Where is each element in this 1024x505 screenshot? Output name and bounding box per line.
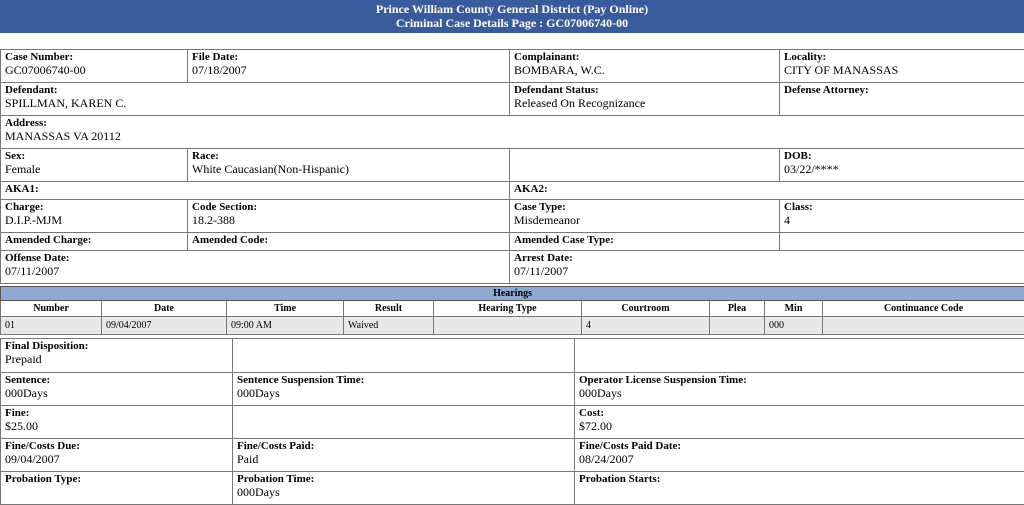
column-header: Result <box>344 301 434 317</box>
fine-costs-paid-date-cell <box>575 439 1024 472</box>
sentence-value: 000Days <box>5 386 48 400</box>
address-label: Address: <box>5 117 47 129</box>
aka1-label: AKA1: <box>5 183 39 195</box>
case-number-cell <box>1 50 188 83</box>
dob-value: 03/22/**** <box>784 162 839 176</box>
case-type-value: Misdemeanor <box>514 213 580 227</box>
complainant-cell <box>510 50 780 83</box>
column-header: Number <box>1 301 102 317</box>
column-header: Date <box>102 301 227 317</box>
operator-license-value: 000Days <box>579 386 622 400</box>
disposition-table <box>0 338 1024 505</box>
defendant-value: SPILLMAN, KAREN C. <box>5 96 127 110</box>
complainant-label: Complainant: <box>514 51 580 63</box>
cost-value: $72.00 <box>579 419 612 433</box>
race-label: Race: <box>192 150 219 162</box>
code-section-value: 18.2-388 <box>192 213 235 227</box>
race-cell <box>188 149 510 182</box>
column-header: Continuance Code <box>823 301 1024 317</box>
locality-value: CITY OF MANASSAS <box>784 63 899 77</box>
file-date-value: 07/18/2007 <box>192 63 247 77</box>
probation-time-label: Probation Time: <box>237 473 315 485</box>
sex-cell <box>1 149 188 182</box>
hearing-result: Waived <box>344 317 434 335</box>
race-value: White Caucasian(Non-Hispanic) <box>192 162 349 176</box>
defendant-status-value: Released On Recognizance <box>514 96 646 110</box>
fine-costs-due-value: 09/04/2007 <box>5 452 60 466</box>
hearings-title: Hearings <box>1 287 1024 301</box>
fine-costs-paid-cell <box>233 439 575 472</box>
fine-value: $25.00 <box>5 419 38 433</box>
column-header: Time <box>227 301 344 317</box>
file-date-label: File Date: <box>192 51 239 63</box>
offense-date-cell <box>1 251 510 284</box>
probation-type-cell <box>1 472 233 505</box>
defendant-label: Defendant: <box>5 84 58 96</box>
hearing-min: 000 <box>765 317 823 335</box>
probation-starts-cell <box>575 472 1024 505</box>
fine-costs-due-cell <box>1 439 233 472</box>
empty-cell <box>575 339 1024 373</box>
fine-cell <box>1 406 233 439</box>
column-header: Min <box>765 301 823 317</box>
aka1-cell <box>1 182 510 200</box>
code-section-cell <box>188 200 510 233</box>
table-row <box>1 317 1024 335</box>
sentence-label: Sentence: <box>5 374 51 386</box>
complainant-value: BOMBARA, W.C. <box>514 63 605 77</box>
operator-license-cell <box>575 373 1024 406</box>
probation-time-value: 000Days <box>237 485 280 499</box>
charge-label: Charge: <box>5 201 44 213</box>
offense-date-label: Offense Date: <box>5 252 70 264</box>
locality-cell <box>780 50 1024 83</box>
cost-label: Cost: <box>579 407 605 419</box>
amended-charge-cell <box>1 233 188 251</box>
hearing-continuance-code <box>823 317 1024 335</box>
sentence-suspension-label: Sentence Suspension Time: <box>237 374 365 386</box>
empty-cell <box>780 233 1024 251</box>
charge-value: D.I.P.-MJM <box>5 213 63 227</box>
page-subtitle: Criminal Case Details Page : GC07006740-00 <box>395 16 629 30</box>
arrest-date-cell <box>510 251 1024 284</box>
amended-charge-label: Amended Charge: <box>5 234 92 246</box>
fine-costs-paid-label: Fine/Costs Paid: <box>237 440 315 452</box>
empty-cell <box>510 149 780 182</box>
arrest-date-value: 07/11/2007 <box>514 264 569 278</box>
fine-costs-paid-date-label: Fine/Costs Paid Date: <box>579 440 682 452</box>
sentence-suspension-value: 000Days <box>237 386 280 400</box>
locality-label: Locality: <box>784 51 827 63</box>
file-date-cell <box>188 50 510 83</box>
cost-cell <box>575 406 1024 439</box>
defendant-cell <box>1 83 510 116</box>
operator-license-label: Operator License Suspension Time: <box>579 374 747 386</box>
arrest-date-label: Arrest Date: <box>514 252 573 264</box>
case-number-label: Case Number: <box>5 51 74 63</box>
hearing-courtroom: 4 <box>582 317 710 335</box>
hearing-plea <box>710 317 765 335</box>
defense-attorney-cell <box>780 83 1024 116</box>
probation-time-cell <box>233 472 575 505</box>
final-disposition-value: Prepaid <box>5 352 42 366</box>
hearing-time: 09:00 AM <box>227 317 344 335</box>
amended-code-cell <box>188 233 510 251</box>
address-value: MANASSAS VA 20112 <box>5 129 121 143</box>
hearings-table <box>0 286 1024 335</box>
sex-value: Female <box>5 162 41 176</box>
offense-date-value: 07/11/2007 <box>5 264 60 278</box>
amended-code-label: Amended Code: <box>192 234 269 246</box>
case-details-table <box>0 49 1024 284</box>
fine-label: Fine: <box>5 407 30 419</box>
fine-costs-paid-date-value: 08/24/2007 <box>579 452 634 466</box>
aka2-cell <box>510 182 1024 200</box>
code-section-label: Code Section: <box>192 201 258 213</box>
aka2-label: AKA2: <box>514 183 548 195</box>
dob-label: DOB: <box>784 150 812 162</box>
empty-cell <box>233 339 575 373</box>
defendant-status-label: Defendant Status: <box>514 84 599 96</box>
page-header <box>0 0 1024 33</box>
final-disposition-label: Final Disposition: <box>5 340 89 352</box>
empty-cell <box>233 406 575 439</box>
defense-attorney-label: Defense Attorney: <box>784 84 869 96</box>
column-header: Hearing Type <box>434 301 582 317</box>
case-type-cell <box>510 200 780 233</box>
column-header: Plea <box>710 301 765 317</box>
page-title: Prince William County General District (Pay Online) <box>375 2 649 16</box>
case-type-label: Case Type: <box>514 201 566 213</box>
hearing-number: 01 <box>1 317 102 335</box>
address-cell <box>1 116 1024 149</box>
charge-cell <box>1 200 188 233</box>
class-label: Class: <box>784 201 813 213</box>
amended-case-type-cell <box>510 233 780 251</box>
case-number-value: GC07006740-00 <box>5 63 86 77</box>
final-disposition-cell <box>1 339 233 373</box>
fine-costs-paid-value: Paid <box>237 452 259 466</box>
sentence-suspension-cell <box>233 373 575 406</box>
fine-costs-due-label: Fine/Costs Due: <box>5 440 80 452</box>
sentence-cell <box>1 373 233 406</box>
hearing-type <box>434 317 582 335</box>
probation-type-label: Probation Type: <box>5 473 82 485</box>
hearing-date: 09/04/2007 <box>102 317 227 335</box>
sex-label: Sex: <box>5 150 26 162</box>
dob-cell <box>780 149 1024 182</box>
probation-starts-label: Probation Starts: <box>579 473 661 485</box>
column-header: Courtroom <box>582 301 710 317</box>
class-value: 4 <box>784 213 790 227</box>
defendant-status-cell <box>510 83 780 116</box>
class-cell <box>780 200 1024 233</box>
amended-case-type-label: Amended Case Type: <box>514 234 614 246</box>
